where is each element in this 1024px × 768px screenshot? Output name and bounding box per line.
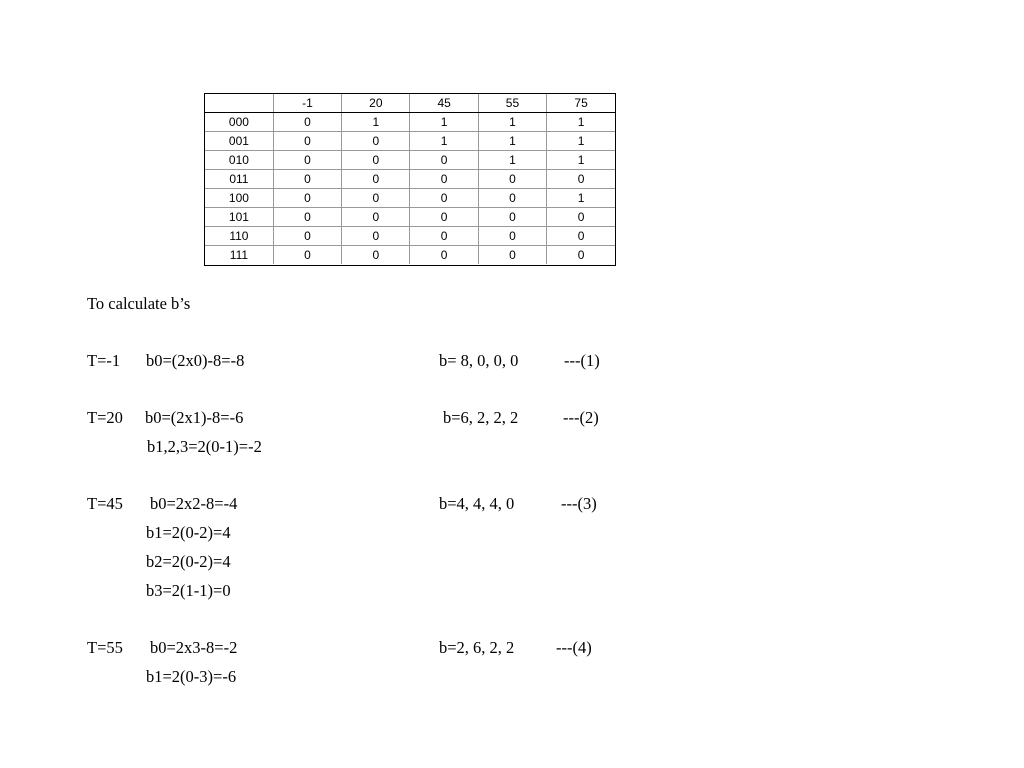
step-result: b= 8, 0, 0, 0 [439,351,519,370]
table-row [205,170,615,189]
table-cell: 001 [205,132,273,151]
step-reference: ---(3) [561,494,597,513]
table-cell: 0 [410,170,478,189]
step-equation: b0=2x2-8=-4 [150,494,238,513]
table-cell: 0 [478,246,546,265]
table-cell: 1 [410,113,478,132]
table-row [205,132,615,151]
table-cell: 0 [478,227,546,246]
table-cell: 0 [273,227,341,246]
table-cell: 0 [410,151,478,170]
table-cell: 0 [547,170,615,189]
table-cell: 010 [205,151,273,170]
table-cell: 0 [273,246,341,265]
step-result: b=4, 4, 4, 0 [439,494,515,513]
step-label-t-20: T=20 [87,408,123,427]
table-cell: 1 [478,151,546,170]
header-cell: 45 [410,94,478,113]
table-cell: 0 [478,208,546,227]
header-cell: 75 [547,94,615,113]
table-cell: 0 [273,208,341,227]
table-cell: 0 [273,132,341,151]
step-reference: ---(4) [556,638,592,657]
table-cell: 0 [410,189,478,208]
table-cell: 0 [547,227,615,246]
step-sub-equation: b1=2(0-3)=-6 [146,667,237,686]
table-cell: 1 [547,151,615,170]
step-equation: b0=2x3-8=-2 [150,638,238,657]
step-result: b=6, 2, 2, 2 [443,408,519,427]
step-sub-equation: b1,2,3=2(0-1)=-2 [147,437,262,456]
step-label-t-45: T=45 [87,494,123,513]
truth-table [205,94,615,264]
table-cell: 0 [273,113,341,132]
table-cell: 1 [547,189,615,208]
table-cell: 000 [228,114,249,129]
table-cell: 0 [273,189,341,208]
table-cell: 0 [273,170,341,189]
table-cell: 100 [205,189,273,208]
header-cell: 20 [342,94,410,113]
table-cell: 0 [342,170,410,189]
step-reference: ---(1) [564,351,600,370]
table-cell: 011 [205,170,273,189]
step-result: b=2, 6, 2, 2 [439,638,515,657]
table-row [205,189,615,208]
table-row [205,208,615,227]
step-sub-equation: b3=2(1-1)=0 [146,581,231,600]
table-cell: 0 [547,246,615,265]
table-cell: 0 [547,208,615,227]
table-cell: 1 [547,113,615,132]
table-cell: 0 [342,246,410,265]
section-heading: To calculate b’s [87,294,191,313]
table-row [205,151,615,170]
table-cell: 0 [342,189,410,208]
step-sub-equation: b1=2(0-2)=4 [146,523,231,542]
table-cell: 0 [342,132,410,151]
table-cell: 0 [342,208,410,227]
step-sub-equation: b2=2(0-2)=4 [146,552,231,571]
step-equation: b0=(2x0)-8=-8 [146,351,245,370]
table-cell: 0 [410,227,478,246]
table-cell: 111 [205,246,273,265]
table-cell: 101 [205,208,273,227]
table-header-row [205,94,615,113]
header-cell: 55 [478,94,546,113]
table-cell: 0 [410,246,478,265]
table-cell: 1 [547,132,615,151]
step-label-t-55: T=55 [87,638,123,657]
table-cell: 0 [478,170,546,189]
table-cell: 1 [478,113,546,132]
table-row [205,227,615,246]
table-row [205,246,615,265]
header-cell [205,94,273,113]
table-cell: 1 [342,113,410,132]
table-cell: 0 [410,208,478,227]
table-cell: 0 [342,151,410,170]
step-label-t-minus-1: T=-1 [87,351,121,370]
table-cell: 0 [478,189,546,208]
table-cell: 110 [205,227,273,246]
table-cell: 1 [410,132,478,151]
step-reference: ---(2) [563,408,599,427]
table-row [205,113,615,132]
step-equation: b0=(2x1)-8=-6 [145,408,244,427]
table-cell: 1 [478,132,546,151]
table-cell: 0 [342,227,410,246]
header-cell: -1 [273,94,341,113]
table-cell: 0 [273,151,341,170]
